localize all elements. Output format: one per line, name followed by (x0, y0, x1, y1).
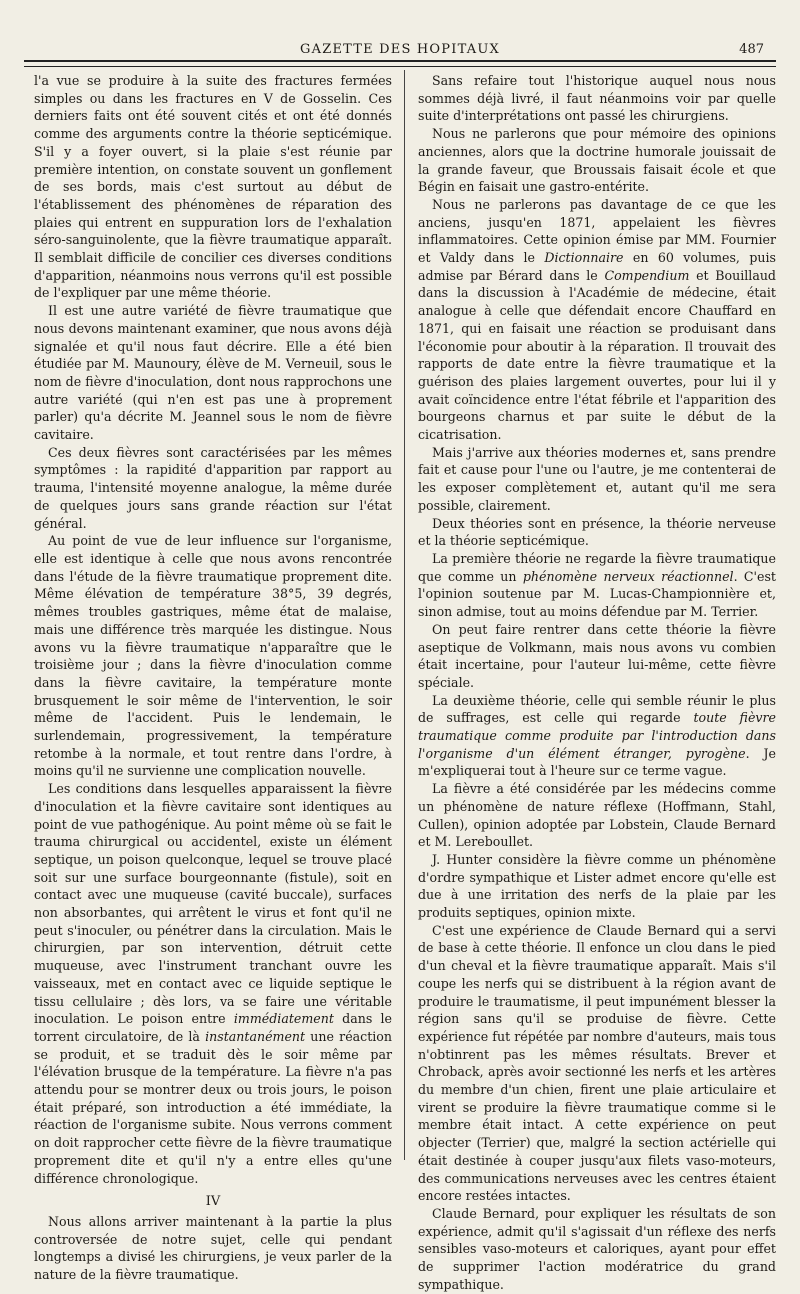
paragraph (34, 302, 392, 444)
page-number: 487 (739, 42, 764, 57)
italic-text: Compendium (604, 267, 690, 283)
paragraph (418, 125, 776, 196)
text-run: en 60 volumes, puis admise par Bérard dans le (418, 250, 776, 283)
text-run: La fièvre a été considérée par les médecins comme un phénomène de nature réflexe (Hoffmann, Stahl, Cullen), opinion adoptée par Lobstein, Claude Bernard et M. Lereboullet. (418, 781, 776, 850)
paragraph (418, 550, 776, 621)
text-run: . Je m'expliquerai tout à l'heure sur ce terme vague. (418, 745, 776, 779)
text-run: C'est une expérience de Claude Bernard qui a servi de base à cette théorie. Il enfonce un clou dans le pied d'un cheval et la fièvre traumatique apparaît. Mais s'il coupe les nerfs qui se distribuent à la région avant de produire le traumatisme, il peut impunément blesser la région sans qu'il se produise de fièvre. Cette expérience fut répétée par nombre d'auteurs, mais tous n'obtinrent pas les mêmes résultats. Brever et Chroback, après avoir sectionné les nerfs et les artères du membre d'un chien, firent une plaie articulaire et virent se produire la fièvre traumatique comme si le membre était intact. A cette expérience on peut objecter (Terrier) que, malgré la section actérielle qui était destinée à couper jusqu'aux filets vaso-moteurs, des communications nerveuses avec les centres étaient encore restées intactes. (418, 922, 776, 1204)
italic-text: Dictionnaire (544, 250, 624, 266)
header-rule-thick (24, 60, 776, 62)
text-run: Sans refaire tout l'historique auquel nous nous sommes déjà livré, il faut néanmoins voir par quelle suite d'interprétations ont passé les chirurgiens. (418, 73, 776, 124)
text-run: Il est une autre variété de fièvre traumatique que nous devons maintenant examiner, que nous avons déjà signalée et qu'il nous faut décrire. Elle a été bien étudiée par M. Maunoury, élève de M. Verneuil, sous le nom de fièvre d'inoculation, dont nous rapprochons une autre variété (qui n'en est pas une à proprement parler) qu'a décrite M. Jeannel sous le nom de fièvre cavitaire. (34, 303, 392, 443)
paragraph (34, 532, 392, 780)
paragraph (418, 780, 776, 851)
text-run: On peut faire rentrer dans cette théorie la fièvre aseptique de Volkmann, mais nous avons vu combien était incertaine, pour l'auteur lui-même, cette fièvre spéciale. (418, 621, 776, 690)
text-run: . C'est l'opinion soutenue par M. Lucas-Championnière et, sinon admise, tout au moins défendue par M. Terrier. (418, 568, 776, 620)
italic-text: toute fièvre traumatique comme produite par l'introduction dans l'organisme d'un élément étranger, pyrogène (418, 710, 776, 761)
paragraph (418, 515, 776, 550)
text-run: dans le torrent circulatoire, de là (34, 1011, 392, 1044)
text-run: l'a vue se produire à la suite des fractures fermées simples ou dans les fractures en V de Gosselin. Ces derniers faits ont été souvent cités et ont été donnés comme des arguments contre la théorie septicémique. S'il y a foyer ouvert, si la plaie s'est réunie par première intention, on constate souvent un gonflement de ses bords, mais c'est surtout au début de l'établissement des phénomènes de réparation des plaies qui entrent en suppuration lors de l'exhalation séro-sanguinolente, que la fièvre traumatique apparaît. Il semblait difficile de concilier ces diverses conditions d'apparition, néanmoins nous verrons qu'il est possible de l'expliquer par une même théorie. (34, 73, 392, 301)
text-run: Au point de vue de leur influence sur l'organisme, elle est identique à celle que nous avons rencontrée dans l'étude de la fièvre traumatique proprement dite. Même élévation de température 38°5, 39 degrés, mêmes troubles gastriques, même état de malaise, mais une différence très marquée les distingue. Nous avons vu la fièvre traumatique n'apparaître que le troisième jour ; dans la fièvre d'inoculation comme dans la fièvre cavitaire, la température monte brusquement le soir même de l'intervention, le soir même de l'accident. Puis le lendemain, le surlendemain, progressivement, la température retombe à la normale, et tout rentre dans l'ordre, à moins qu'il ne survienne une complication nouvelle. (34, 533, 392, 779)
paragraph (34, 444, 392, 533)
text-run: Claude Bernard, pour expliquer les résultats de son expérience, admit qu'il s'agissait d'un réflexe des nerfs sensibles vaso-moteurs et caloriques, ayant pour effet de supprimer l'action modératrice du grand sympathique. (418, 1206, 776, 1292)
text-run: Nous allons arriver maintenant à la partie la plus controversée de notre sujet, celle qui pendant longtemps a divisé les chirurgiens, je veux parler de la nature de la fièvre traumatique. (34, 1214, 392, 1283)
text-run: une réaction se produit, et se traduit dès le soir même par l'élévation brusque de la température. La fièvre n'a pas attendu pour se montrer deux ou trois jours, le poison était préparé, son introduction a été immédiate, la réaction de l'organisme subite. Nous verrons comment on doit rapprocher cette fièvre de la fièvre traumatique proprement dite et qu'il n'y a entre elles qu'une différence chronologique. (34, 1028, 393, 1186)
paragraph (34, 1213, 392, 1284)
text-run: Deux théories sont en présence, la théorie nerveuse et la théorie septicémique. (418, 515, 776, 549)
header-rule-thin (24, 66, 776, 67)
paragraph (418, 621, 776, 692)
right-column (418, 72, 776, 1294)
paragraph (418, 851, 776, 922)
paragraph (418, 196, 776, 444)
text-run: Ces deux fièvres sont caractérisées par les mêmes symptômes : la rapidité d'apparition par rapport au trauma, l'intensité moyenne analogue, la même durée de quelques jours sans grande réaction sur l'état général. (34, 444, 392, 531)
text-run: La première théorie ne regarde la fièvre traumatique que comme un (418, 550, 776, 584)
text-run: J. Hunter considère la fièvre comme un phénomène d'ordre sympathique et Lister admet encore qu'elle est due à une irritation des nerfs de la plaie par les produits septiques, opinion mixte. (418, 851, 776, 921)
paragraph (418, 1205, 776, 1294)
italic-text: phénomène nerveux réactionnel (522, 568, 734, 584)
paragraph (34, 780, 392, 1187)
section-heading: IV (205, 1194, 221, 1210)
text-run: Nous ne parlerons que pour mémoire des opinions anciennes, alors que la doctrine humorale jouissait de la grande faveur, que Broussais faisait école et que Bégin en faisait une gastro-entérite. (418, 126, 776, 195)
text-run: Nous ne parlerons pas davantage de ce que les anciens, jusqu'en 1871, appelaient les fièvres inflammatoires. Cette opinion émise par MM. Fournier et Valdy dans le (418, 196, 776, 266)
paragraph (418, 692, 776, 781)
page-header (24, 42, 776, 62)
paragraph (34, 72, 392, 302)
left-column (34, 72, 392, 1284)
column-divider (404, 70, 405, 1160)
text-run: Mais j'arrive aux théories modernes et, sans prendre fait et cause pour l'une ou l'autre, je me contenterai de les exposer complètement et, autant qu'il me sera possible, clairement. (418, 444, 776, 513)
text-run: La deuxième théorie, celle qui semble réunir le plus de suffrages, est celle qui regarde (418, 692, 776, 726)
journal-title: GAZETTE DES HOPITAUX (300, 42, 500, 57)
italic-text: instantanément (205, 1028, 306, 1044)
text-run: Les conditions dans lesquelles apparaissent la fièvre d'inoculation et la fièvre cavitaire sont identiques au point de vue pathogénique. Au point même où se fait le trauma chirurgical ou accidentel, existe un élément septique, un poison quelconque, lequel se trouve placé soit sur une surface bourgeonnante (fistule), soit en contact avec une muqueuse (cavité buccale), surfaces non absorbantes, qui arrêtent le virus et font qu'il ne peut s'inoculer, ou pénétrer dans la circulation. Mais le chirurgien, par son intervention, détruit cette muqueuse, avec l'instrument tranchant ouvre les vaisseaux, met en contact avec ce liquide septique le tissu cellulaire ; dès lors, va se faire une véritable inoculation. Le poison entre (34, 781, 392, 1027)
paragraph (418, 72, 776, 125)
text-run: et Bouillaud dans la discussion à l'Académie de médecine, était analogue à celle que défendait encore Chauffard en 1871, qui en faisait une réaction se produisant dans l'économie pour aboutir à la réparation. Il trouvait des rapports de date entre la fièvre traumatique et la guérison des plaies largement ouvertes, pour lui il y avait coïncidence entre l'état fébrile et l'apparition des bourgeons charnus et par suite le début de la cicatrisation. (418, 267, 776, 443)
italic-text: immédiatement (233, 1011, 334, 1027)
paragraph (418, 444, 776, 515)
